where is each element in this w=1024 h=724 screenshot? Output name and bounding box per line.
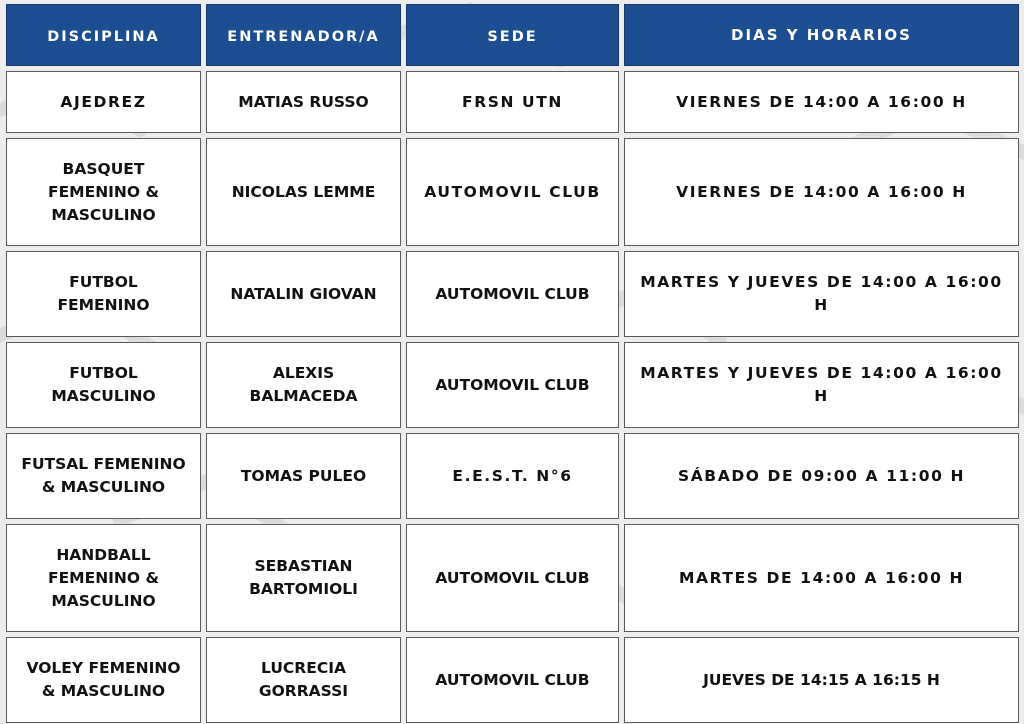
cell-sede: E.E.S.T. N°6 xyxy=(406,433,619,519)
cell-disciplina: BASQUET FEMENINO & MASCULINO xyxy=(6,138,201,246)
cell-entrenador: SEBASTIAN BARTOMIOLI xyxy=(206,524,401,632)
cell-disciplina: AJEDREZ xyxy=(6,71,201,133)
cell-sede: AUTOMOVIL CLUB xyxy=(406,342,619,428)
header-disciplina: DISCIPLINA xyxy=(6,4,201,66)
cell-disciplina: HANDBALL FEMENINO & MASCULINO xyxy=(6,524,201,632)
cell-sede: AUTOMOVIL CLUB xyxy=(406,138,619,246)
cell-horario: MARTES DE 14:00 A 16:00 H xyxy=(624,524,1019,632)
cell-sede: AUTOMOVIL CLUB xyxy=(406,524,619,632)
cell-disciplina: VOLEY FEMENINO & MASCULINO xyxy=(6,637,201,723)
cell-horario: MARTES Y JUEVES DE 14:00 A 16:00 H xyxy=(624,251,1019,337)
cell-entrenador: NICOLAS LEMME xyxy=(206,138,401,246)
cell-disciplina: FUTBOL FEMENINO xyxy=(6,251,201,337)
cell-horario: VIERNES DE 14:00 A 16:00 H xyxy=(624,71,1019,133)
cell-entrenador: LUCRECIA GORRASSI xyxy=(206,637,401,723)
header-dias-horarios: DIAS Y HORARIOS xyxy=(624,4,1019,66)
schedule-table xyxy=(6,4,1018,723)
cell-sede: AUTOMOVIL CLUB xyxy=(406,251,619,337)
cell-entrenador: ALEXIS BALMACEDA xyxy=(206,342,401,428)
cell-entrenador: NATALIN GIOVAN xyxy=(206,251,401,337)
cell-sede: FRSN UTN xyxy=(406,71,619,133)
cell-horario: MARTES Y JUEVES DE 14:00 A 16:00 H xyxy=(624,342,1019,428)
cell-entrenador: MATIAS RUSSO xyxy=(206,71,401,133)
cell-disciplina: FUTSAL FEMENINO & MASCULINO xyxy=(6,433,201,519)
cell-sede: AUTOMOVIL CLUB xyxy=(406,637,619,723)
cell-entrenador: TOMAS PULEO xyxy=(206,433,401,519)
cell-disciplina: FUTBOL MASCULINO xyxy=(6,342,201,428)
header-sede: SEDE xyxy=(406,4,619,66)
cell-horario: SÁBADO DE 09:00 A 11:00 H xyxy=(624,433,1019,519)
cell-horario: JUEVES DE 14:15 A 16:15 H xyxy=(624,637,1019,723)
cell-horario: VIERNES DE 14:00 A 16:00 H xyxy=(624,138,1019,246)
header-entrenador: ENTRENADOR/A xyxy=(206,4,401,66)
